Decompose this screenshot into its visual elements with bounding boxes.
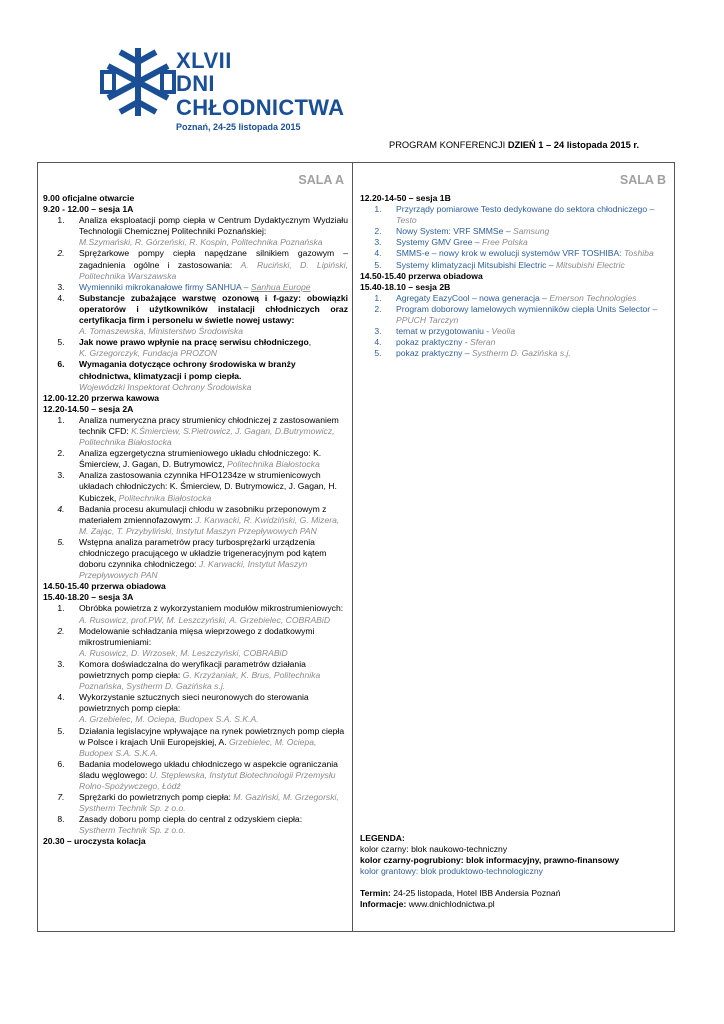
item-title: Wymienniki mikrokanałowe firmy SANHUA – <box>79 281 251 292</box>
item-number: 4. <box>57 692 65 703</box>
item-number: 4. <box>57 292 65 303</box>
item-title: pokaz praktyczny - <box>396 337 471 348</box>
item-authors: Mitsubishi Electric <box>555 259 625 270</box>
item-title: Analiza zastosowania czynnika HFO1234ze w strumienicowych układach chłodniczych: K. Śmierciew, D. Butrymowicz, J. Gagan, H. Kubiczek, <box>79 470 337 503</box>
item-title: Sprężarki do powietrznych pomp ciepła: <box>79 792 234 803</box>
item-authors: Testo <box>396 215 417 226</box>
item-title: Przyrządy pomiarowe Testo dedykowane do sektora chłodniczego – <box>396 204 655 215</box>
item-title: Agregaty EazyCool – nowa generacja – <box>396 292 550 303</box>
item-number: 1. <box>57 215 65 226</box>
sala-a-column <box>38 163 353 931</box>
logo-title: DNI CHŁODNICTWA <box>176 71 345 120</box>
item-title: Wymagania dotyczące ochrony środowiska w branży chłodnictwa, klimatyzacji i pomp ciepła. <box>79 359 296 381</box>
lunch-break-b: 14.50-15.40 przerwa obiadowa <box>360 270 483 281</box>
snowflake-logo-icon <box>100 42 176 122</box>
session-1a-head: 9.20 - 12.00 – sesja 1A <box>43 204 134 215</box>
logo-edition: XLVII <box>176 48 232 73</box>
item-authors: PPUCH Tarczyn <box>396 315 459 326</box>
list-item <box>360 260 668 271</box>
item-authors: Politechnika Białostocka <box>227 459 320 470</box>
item-number: 6. <box>57 359 65 370</box>
item-number: 2. <box>374 226 382 237</box>
list-item <box>360 337 668 348</box>
item-number: 3. <box>374 326 382 337</box>
list-item <box>43 215 348 248</box>
list-item <box>43 814 348 836</box>
program-header-day: DZIEŃ 1 – 24 listopada 2015 r. <box>507 140 640 150</box>
item-title: Badania modelowego układu chłodniczego w aspekcie ograniczania śladu węglowego <box>79 758 338 780</box>
item-title: Badania procesu akumulacji chłodu w zasobniku przeponowym z materiałem zmiennofazowym: <box>79 503 327 525</box>
item-number: 2. <box>57 625 65 636</box>
sala-b-column <box>355 163 674 931</box>
item-title: Nowy System: VRF SMMSe – <box>396 226 513 237</box>
item-authors: A. Tomaszewska, Ministerstwo Środowiska <box>79 326 243 337</box>
item-number: 5. <box>374 259 382 270</box>
conference-logo <box>100 42 345 132</box>
item-title: Wykorzystanie sztucznych sieci neuronowych do sterowania powietrznych pomp ciepła: <box>79 692 309 714</box>
item-number: 2. <box>57 248 65 259</box>
program-header <box>389 140 639 151</box>
item-number: 3. <box>57 281 65 292</box>
item-authors: J. Karwacki, Instytut Maszyn Przepływowych PAN <box>79 559 308 581</box>
item-authors: U. Stęplewska, Instytut Biotechnologii Przemysłu Rolno-Spożywczego, Łódź <box>79 769 336 791</box>
item-title: Wstępna analiza parametrów pracy turbosprężarki urządzenia chłodniczego pracującego w układzie trigeneracyjnym pod kątem doboru czynnika chłodniczego <box>79 536 327 570</box>
session-1b-head: 12.20-14-50 – sesja 1B <box>360 193 451 203</box>
item-authors: G. Krzyżaniak, K. Brus, Politechnika Poznańska, Systherm D. Gazińska s.j. <box>79 670 321 692</box>
item-authors: J. Karwacki, R. Kwidziński, G. Mizera, M. Zając, T. Przybyliński, Instytut Maszyn Przepływowych PAN <box>79 514 340 536</box>
list-item <box>43 626 348 659</box>
list-item <box>360 237 668 248</box>
item-title: Program doborowy lamelowych wymienników ciepła Units Selector – <box>396 303 658 314</box>
item-number: 4. <box>374 337 382 348</box>
item-authors: Toshiba <box>623 248 654 259</box>
item-authors: M.Szymański, R. Górzeński, R. Kospin, Politechnika Poznańska <box>79 237 323 248</box>
item-authors: Emerson Technologies <box>549 292 637 303</box>
item-authors: K.Śmierciew, S.Pietrowicz, J. Gagan, D.Butrymowicz, Politechnika Białostocka <box>79 425 335 448</box>
item-authors: Systherm D. Gazińska s.j. <box>471 348 571 359</box>
gala-dinner: 20.30 – uroczysta kolacja <box>43 836 146 847</box>
logo-place-date: Poznań, 24-25 listopada 2015 <box>176 122 301 132</box>
item-title: Systemy klimatyzacji Mitsubishi Electric – <box>396 259 556 270</box>
list-item <box>360 348 668 359</box>
item-number: 2. <box>374 303 382 314</box>
list-item <box>360 226 668 237</box>
item-number: 8. <box>57 814 65 825</box>
item-title: Analiza numeryczna pracy strumienicy chłodniczej z zastosowaniem technik CFD: <box>79 414 339 436</box>
legend-title: LEGENDA: <box>360 833 405 843</box>
list-item: 2. Sprężarkowe pompy ciepła napędzane silnikiem gazowym – zagadnienia ogólne i zastosowania: A. Ruciński, D. Lipiński, Politechnika Warszawska <box>43 248 348 281</box>
item-authors: K. Grzegorczyk, Fundacja PROZON <box>79 348 218 359</box>
item-number: 7. <box>57 792 65 803</box>
sala-a-title: SALA A <box>298 173 344 187</box>
info-line <box>360 899 660 910</box>
list-item <box>43 448 348 470</box>
item-number: 1. <box>374 292 382 303</box>
item-number: 1. <box>57 414 65 425</box>
legend-blue: kolor grantowy: blok produktowo-technologiczny <box>360 866 543 877</box>
item-title: Substancje zubażające warstwę ozonową i f-gazy: obowiązki operatorów i użytkowników instalacji chłodniczych oraz certyfikacja firm i personelu w świetle nowej ustawy: <box>79 292 348 326</box>
list-item <box>43 415 348 448</box>
list-item <box>360 304 668 326</box>
list-item <box>360 204 668 226</box>
session-2a-head: 12.20-14.50 – sesja 2A <box>43 403 134 414</box>
legend-black: kolor czarny: blok naukowo-techniczny <box>360 844 508 855</box>
list-item <box>360 326 668 337</box>
list-item: 5. Wstępna analiza parametrów pracy turbosprężarki urządzenia chłodniczego pracującego w układzie trigeneracyjnym pod kątem doboru czynnika chłodniczego: J. Karwacki, Instytut Maszyn Przepływowych PAN <box>43 537 348 581</box>
item-title: Sprężarkowe pompy ciepła napędzane silnikiem gazowym – zagadnienia ogólne i zastosowania <box>79 248 348 270</box>
item-authors: A. Rusowicz, prof.PW, M. Leszczyński, A. Grzebielec, COBRABiD <box>79 614 331 625</box>
sala-b-title: SALA B <box>619 173 666 187</box>
session-3a-head: 15.40-18.20 – sesja 3A <box>43 592 134 603</box>
termin-line <box>360 888 660 899</box>
list-item: 3. Komora doświadczalna do weryfikacji parametrów działania powietrznych pomp ciepła: G. Krzyżaniak, K. Brus, Politechnika Poznańska, Systherm D. Gazińska s.j. <box>43 659 348 692</box>
legend-bold: kolor czarny-pogrubiony: blok informacyjny, prawno-finansowy <box>360 855 620 866</box>
list-item <box>43 726 348 759</box>
item-authors: Wojewódzki Inspektorat Ochrony Środowiska <box>79 381 252 392</box>
list-item <box>43 792 348 814</box>
item-authors: Politechnika Białostocka <box>118 492 212 503</box>
item-authors: A. Grzebielec, M. Ociepa, Budopex S.A. S.K.A. <box>79 714 259 725</box>
session-2b-head: 15.40-18.10 – sesja 2B <box>360 281 451 292</box>
lunch-break: 14.50-15.40 przerwa obiadowa <box>43 581 166 592</box>
list-item: 6. Badania modelowego układu chłodniczego w aspekcie ograniczania śladu węglowego: U. Stęplewska, Instytut Biotechnologii Przemysłu Rolno-Spożywczego, Łódź <box>43 759 348 792</box>
item-number: 1. <box>57 603 65 614</box>
legend <box>360 833 660 911</box>
coffee-break: 12.00-12.20 przerwa kawowa <box>43 392 160 403</box>
termin-label: Termin: <box>360 888 391 899</box>
list-item <box>43 293 348 337</box>
list-item <box>360 293 668 304</box>
list-item <box>43 603 348 625</box>
item-title: Działania legislacyjne wpływające na rynek powietrznych pomp ciepła w Polsce i krajach Unii Europejskiej, A. <box>79 725 345 747</box>
item-authors: Systherm Technik Sp. z o.o. <box>79 825 186 836</box>
item-number: 3. <box>57 470 65 481</box>
item-number: 5. <box>57 725 65 736</box>
list-item: 5. Jak nowe prawo wpłynie na pracę serwisu chłodniczego, K. Grzegorczyk, Fundacja PROZON <box>43 337 348 359</box>
program-table <box>37 162 675 932</box>
item-title: Jak nowe prawo wpłynie na pracę serwisu chłodniczego <box>79 337 309 348</box>
item-number: 3. <box>374 237 382 248</box>
opening: 9.00 oficjalne otwarcie <box>43 193 135 203</box>
item-number: 5. <box>57 337 65 348</box>
list-item <box>360 248 668 259</box>
item-authors: Free Polska <box>481 237 528 248</box>
item-number: 4. <box>374 248 382 259</box>
item-authors: Samsung <box>513 226 550 237</box>
item-authors: A. Ruciński, D. Lipiński, Politechnika Warszawska <box>79 259 348 281</box>
info-label: Informacje: <box>360 899 407 910</box>
item-authors: A. Rusowicz, D. Wrzosek, M. Leszczyński, COBRABiD <box>79 647 288 658</box>
item-number: 6. <box>57 758 65 769</box>
item-number: 5. <box>374 348 382 359</box>
item-title: Obróbka powietrza z wykorzystaniem modułów mikrostrumieniowych: <box>79 603 344 614</box>
item-number: 1. <box>374 204 382 215</box>
item-title: Systemy GMV Gree – <box>396 237 482 248</box>
item-authors: Sanhua Europe <box>250 281 311 292</box>
item-authors: M. Gaziński, M. Grzegorski, Systherm Technik Sp. z o.o. <box>79 792 339 814</box>
item-number: 3. <box>57 658 65 669</box>
item-number: 5. <box>57 536 65 547</box>
list-item <box>43 282 348 293</box>
item-title: SMMS-e – nowy krok w ewolucji systemów VRF TOSHIBA: <box>396 248 624 259</box>
termin-value: 24-25 listopada, Hotel IBB Andersia Poznań <box>390 888 561 899</box>
item-number: 2. <box>57 448 65 459</box>
item-title: Zasady doboru pomp ciepła do central z odzyskiem ciepła: <box>79 814 303 825</box>
item-authors: Grzebielec, M. Ociepa, Budopex S.A. S.K.A. <box>79 736 317 758</box>
item-number: 4. <box>57 503 65 514</box>
item-authors: Sferan <box>470 337 496 348</box>
item-title: Analiza egzergetyczna strumieniowego układu chłodniczego: K. Śmierciew, J. Gagan, D. Butrymowicz, <box>79 448 322 470</box>
info-value[interactable]: www.dnichlodnictwa.pl <box>406 899 495 910</box>
list-item <box>43 692 348 725</box>
item-authors: Veolia <box>491 326 516 337</box>
item-title: Komora doświadczalna do weryfikacji parametrów działania powietrznych pomp ciepła <box>79 658 306 681</box>
list-item <box>43 470 348 503</box>
item-title: Analiza eksploatacji pomp ciepła w Centrum Dydaktycznym Wydziału Technologii Chemicznej Politechniki Poznańskiej: <box>79 215 348 237</box>
item-title: pokaz praktyczny – <box>396 348 472 359</box>
program-header-prefix: PROGRAM KONFERENCJI <box>389 140 508 150</box>
list-item <box>43 504 348 537</box>
list-item <box>43 359 348 392</box>
item-title: temat w przygotowaniu - <box>396 326 492 337</box>
item-title: Modelowanie schładzania mięsa wieprzowego z dodatkowymi mikrostrumieniami: <box>79 625 315 647</box>
